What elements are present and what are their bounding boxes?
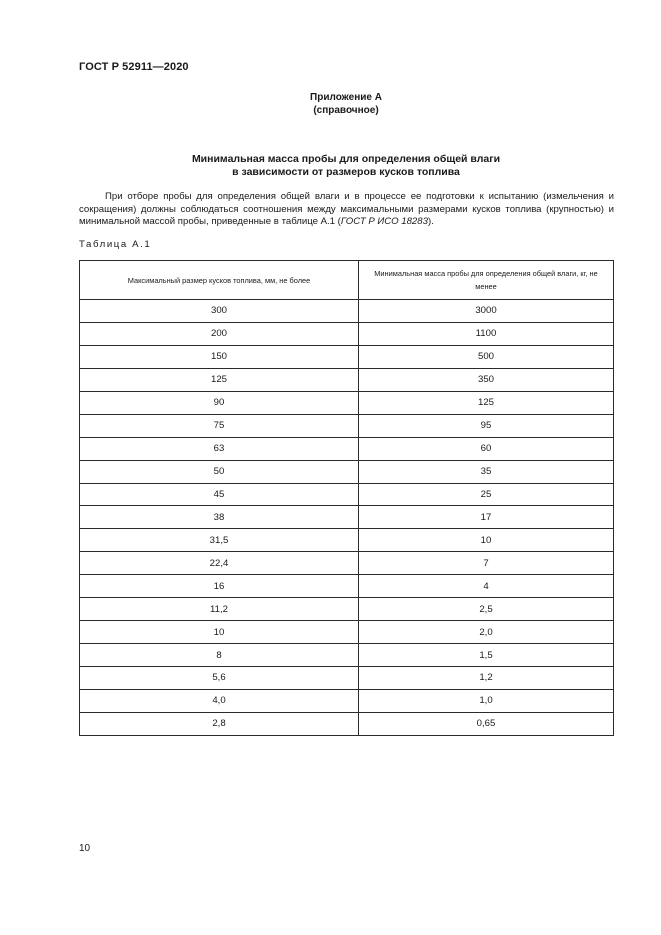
cell-max-size: 75 bbox=[80, 414, 359, 437]
cell-max-size: 2,8 bbox=[80, 712, 359, 735]
body-paragraph bbox=[79, 191, 614, 229]
cell-max-size: 10 bbox=[80, 621, 359, 644]
table-row bbox=[80, 575, 614, 598]
cell-max-size: 45 bbox=[80, 483, 359, 506]
table-row bbox=[80, 712, 614, 735]
table-row bbox=[80, 368, 614, 391]
table-row bbox=[80, 644, 614, 667]
paragraph-text: При отборе пробы для определения общей влаги и в процессе ее подготовки к испытанию (измельчения и сокращения) должны соблюдаться соотношения между максимальными размерами кусков топлива (крупностью) и минимальной массой пробы, приведенные в таблице А.1 ( bbox=[79, 191, 614, 227]
table-row bbox=[80, 529, 614, 552]
cell-max-size: 125 bbox=[80, 368, 359, 391]
table-row bbox=[80, 345, 614, 368]
cell-max-size: 90 bbox=[80, 391, 359, 414]
table-row bbox=[80, 460, 614, 483]
table-row bbox=[80, 598, 614, 621]
cell-max-size: 150 bbox=[80, 345, 359, 368]
cell-max-size: 5,6 bbox=[80, 667, 359, 690]
cell-min-mass: 3000 bbox=[359, 300, 614, 323]
page-number: 10 bbox=[79, 843, 91, 854]
cell-min-mass: 125 bbox=[359, 391, 614, 414]
heading-line-2: в зависимости от размеров кусков топлива bbox=[232, 166, 460, 178]
cell-min-mass: 35 bbox=[359, 460, 614, 483]
table-row bbox=[80, 391, 614, 414]
table-row bbox=[80, 506, 614, 529]
table-body bbox=[80, 300, 614, 736]
cell-min-mass: 2,0 bbox=[359, 621, 614, 644]
cell-max-size: 63 bbox=[80, 437, 359, 460]
cell-min-mass: 25 bbox=[359, 483, 614, 506]
section-heading bbox=[0, 153, 661, 179]
cell-max-size: 31,5 bbox=[80, 529, 359, 552]
appendix-block bbox=[0, 91, 661, 117]
data-table bbox=[79, 260, 614, 736]
cell-max-size: 200 bbox=[80, 322, 359, 345]
table-row bbox=[80, 300, 614, 323]
cell-min-mass: 17 bbox=[359, 506, 614, 529]
cell-max-size: 16 bbox=[80, 575, 359, 598]
appendix-title: Приложение А bbox=[310, 92, 382, 103]
table-header-row bbox=[80, 261, 614, 300]
appendix-type: (справочное) bbox=[313, 105, 379, 116]
cell-max-size: 300 bbox=[80, 300, 359, 323]
cell-min-mass: 60 bbox=[359, 437, 614, 460]
cell-max-size: 4,0 bbox=[80, 689, 359, 712]
table-row bbox=[80, 621, 614, 644]
column-header-size: Максимальный размер кусков топлива, мм, не более bbox=[80, 261, 359, 300]
table-row bbox=[80, 552, 614, 575]
cell-min-mass: 7 bbox=[359, 552, 614, 575]
paragraph-reference: ГОСТ Р ИСО 18283 bbox=[340, 216, 428, 227]
cell-max-size: 22,4 bbox=[80, 552, 359, 575]
table-row bbox=[80, 689, 614, 712]
cell-min-mass: 10 bbox=[359, 529, 614, 552]
cell-max-size: 8 bbox=[80, 644, 359, 667]
cell-min-mass: 95 bbox=[359, 414, 614, 437]
cell-min-mass: 0,65 bbox=[359, 712, 614, 735]
cell-min-mass: 2,5 bbox=[359, 598, 614, 621]
table-row bbox=[80, 483, 614, 506]
cell-max-size: 50 bbox=[80, 460, 359, 483]
document-header: ГОСТ Р 52911—2020 bbox=[79, 61, 189, 73]
paragraph-end: ). bbox=[427, 216, 434, 227]
heading-line-1: Минимальная масса пробы для определения общей влаги bbox=[191, 153, 501, 165]
table-row bbox=[80, 414, 614, 437]
cell-min-mass: 4 bbox=[359, 575, 614, 598]
table-row bbox=[80, 322, 614, 345]
column-header-mass: Минимальная масса пробы для определения общей влаги, кг, не менее bbox=[359, 261, 614, 300]
table-caption: Таблица А.1 bbox=[79, 239, 152, 250]
cell-min-mass: 1,0 bbox=[359, 689, 614, 712]
cell-min-mass: 500 bbox=[359, 345, 614, 368]
cell-min-mass: 350 bbox=[359, 368, 614, 391]
cell-min-mass: 1,5 bbox=[359, 644, 614, 667]
cell-max-size: 38 bbox=[80, 506, 359, 529]
cell-max-size: 11,2 bbox=[80, 598, 359, 621]
table-row bbox=[80, 667, 614, 690]
cell-min-mass: 1100 bbox=[359, 322, 614, 345]
table-row bbox=[80, 437, 614, 460]
cell-min-mass: 1,2 bbox=[359, 667, 614, 690]
